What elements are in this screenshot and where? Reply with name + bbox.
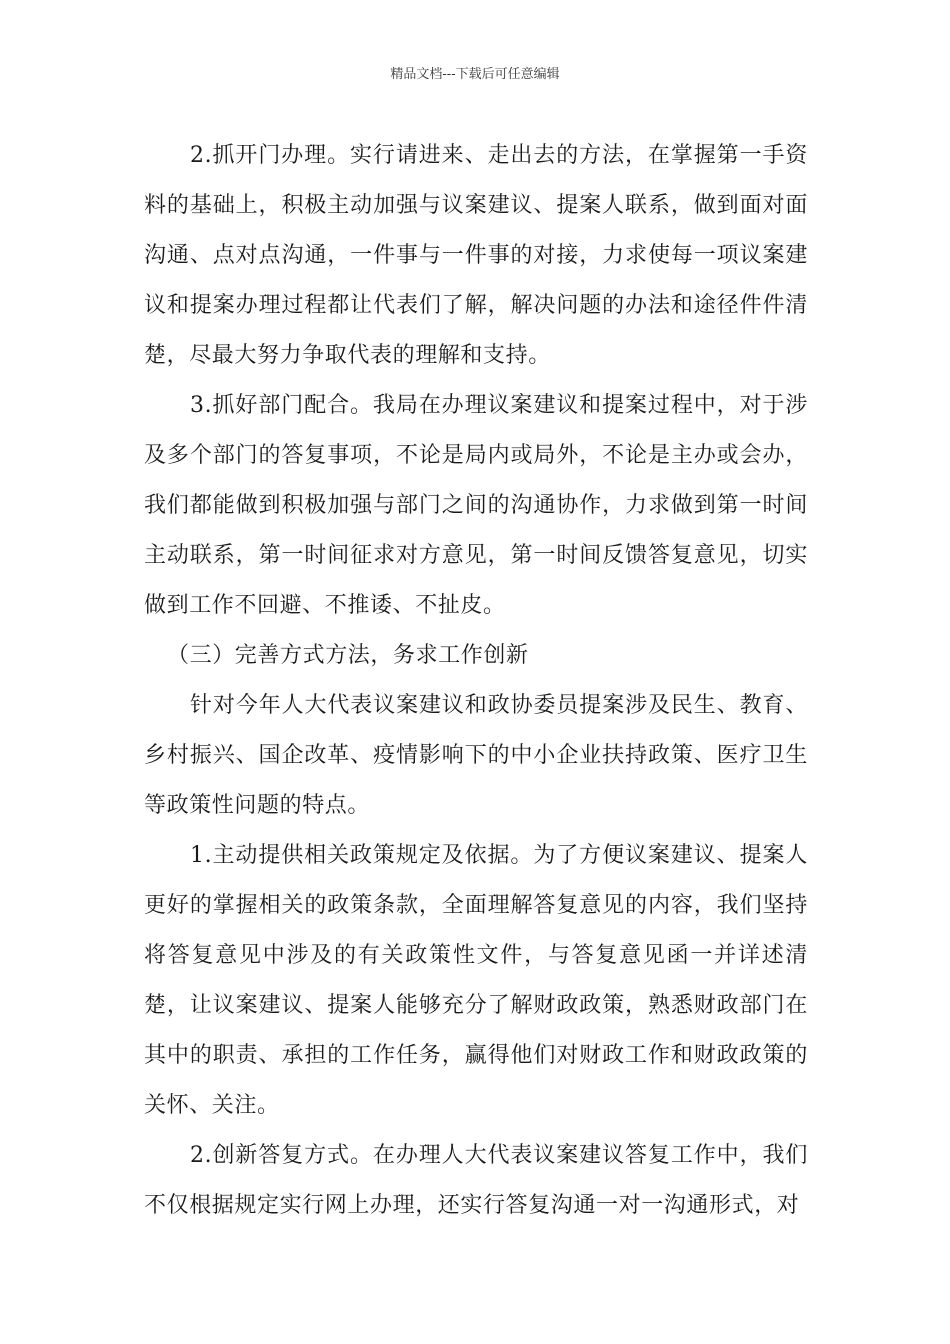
- paragraph-innovate-reply-method: 2.创新答复方式。在办理人大代表议案建议答复工作中，我们不仅根据规定实行网上办理，还实行答复沟通一对一沟通形式，对: [144, 1143, 808, 1218]
- section-heading: （三）完善方式方法，务求工作创新: [167, 643, 529, 668]
- paragraph-policy-issues: 针对今年人大代表议案建议和政协委员提案涉及民生、教育、乡村振兴、国企改革、疫情影响下的中小企业扶持政策、医疗卫生等政策性问题的特点。: [144, 693, 808, 818]
- paragraph-open-door-handling: 2.抓开门办理。实行请进来、走出去的方法，在掌握第一手资料的基础上，积极主动加强与议案建议、提案人联系，做到面对面沟通、点对点沟通，一件事与一件事的对接，力求使每一项议案建议和提案办理过程都让代表们了解，解决问题的办法和途径件件清楚，尽最大努力争取代表的理解和支持。: [144, 143, 808, 368]
- paragraph-provide-policy-basis: 1.主动提供相关政策规定及依据。为了方便议案建议、提案人更好的掌握相关的政策条款，全面理解答复意见的内容，我们坚持将答复意见中涉及的有关政策性文件，与答复意见函一并详述清楚，让议案建议、提案人能够充分了解财政政策，熟悉财政部门在其中的职责、承担的工作任务，赢得他们对财政工作和财政政策的关怀、关注。: [144, 843, 808, 1118]
- paragraph-department-coordination: 3.抓好部门配合。我局在办理议案建议和提案过程中，对于涉及多个部门的答复事项，不论是局内或局外，不论是主办或会办，我们都能做到积极加强与部门之间的沟通协作，力求做到第一时间主动联系，第一时间征求对方意见，第一时间反馈答复意见，切实做到工作不回避、不推诿、不扯皮。: [144, 393, 808, 618]
- page-header: 精品文档---下载后可任意编辑: [390, 67, 560, 82]
- document-body: [144, 131, 808, 1231]
